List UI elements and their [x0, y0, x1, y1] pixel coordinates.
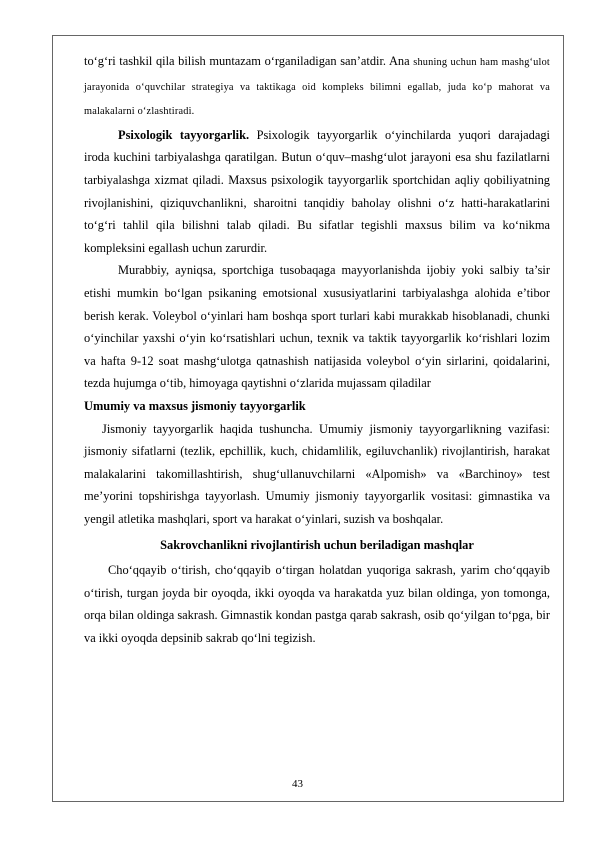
page-number: 43 — [292, 778, 303, 790]
paragraph-1 — [84, 50, 550, 124]
paragraph-1-text: to‘g‘ri tashkil qila bilish muntazam o‘rganiladigan san’atdir. Ana — [84, 54, 410, 68]
page-content — [84, 50, 550, 649]
paragraph-2-text: Psixologik tayyorgarlik o‘yinchilarda yuqori darajadagi iroda kuchini tarbiyalashga qaratilgan. Butun o‘quv–mashg‘ulot jarayoni esa shu fazilatlarni tarbiyalashga xizmat qiladi. Maxsus psixologik tayyorgarlik sportchidan aqliy qobiliyatning rivojlanishini, qiziquvchanlikni, sharoitni tanqidiy baholay olishni o‘z hatti-harakatlarini to‘g‘ri tahlil qila bilishni talab qiladi. Bu sifatlar tegishli maxsus bilim va ko‘nikma kompleksini egallash uchun zarurdir. — [84, 127, 550, 255]
section-heading-sakrovchanlik: Sakrovchanlikni rivojlantirish uchun beriladigan mashqlar — [160, 538, 474, 553]
paragraph-5: Cho‘qqayib o‘tirish, cho‘qqayib o‘tirgan holatdan yuqoriga sakrash, yarim cho‘qqayib o‘tirish, turgan joyda bir oyoqda, ikki oyoqda va harakatda yuz bilan oldinga, yon tomonga, orqa bilan oldinga sakrash. Gimnastik kondan pastga qarab sakrash, osib qo‘yilgan to‘pga, bir va ikki oyoqda depsinib sakrab qo‘lni tegizish. — [84, 563, 550, 645]
paragraph-2 — [84, 124, 550, 260]
paragraph-3: Murabbiy, ayniqsa, sportchiga tusobaqaga mayyorlanishda ijobiy yoki salbiy ta’sir etishi mumkin bo‘lgan psikaning emotsional xususiyatlarini tarbiyalashga alohida e’tibor berish kerak. Voleybol o‘yinlari ham boshqa sport turlari kabi murakkab hisoblanadi, chunki o‘yinchilar yaxshi o‘yin ko‘rsatishlari uchun, texnik va taktik tayyorgarlik ko‘rishlari lozim va hafta 9-12 soat mashg‘ulotga qatnashish natijasida voleybol o‘yin sirlarini, qoidalarini, tezda hujumga o‘tib, himoyaga qaytishni o‘zlarida mujassam qiladilar — [84, 263, 550, 391]
section-heading-umumiy: Umumiy va maxsus jismoniy tayyorgarlik — [84, 398, 306, 413]
paragraph-1-small-text: shuning uchun ham mashg‘ulot jarayonida o‘quvchilar strategiya va taktikaga oid kompleks bilimni egallab, juda ko‘p mahorat va malakalarni o‘zlashtiradi. — [84, 57, 550, 118]
term-psixologik-tayyorgarlik: Psixologik tayyorgarlik. — [118, 127, 250, 142]
paragraph-4: Jismoniy tayyorgarlik haqida tushuncha. Umumiy jismoniy tayyorgarlikning vazifasi: jismoniy sifatlarni (tezlik, epchillik, kuch, chidamlilik, egiluvchanlik) rivojlantirish, harakat malakalarini takomillashtirish, shug‘ullanuvchilarni «Alpomish» va «Barchinoy» test me’yorini topshirishga tayyorlash. Umumiy jismoniy tayyorgarlik vositasi: gimnastika va yengil atletika mashqlari, sport va harakat o‘yinlari, suzish va boshqalar. — [84, 421, 550, 526]
